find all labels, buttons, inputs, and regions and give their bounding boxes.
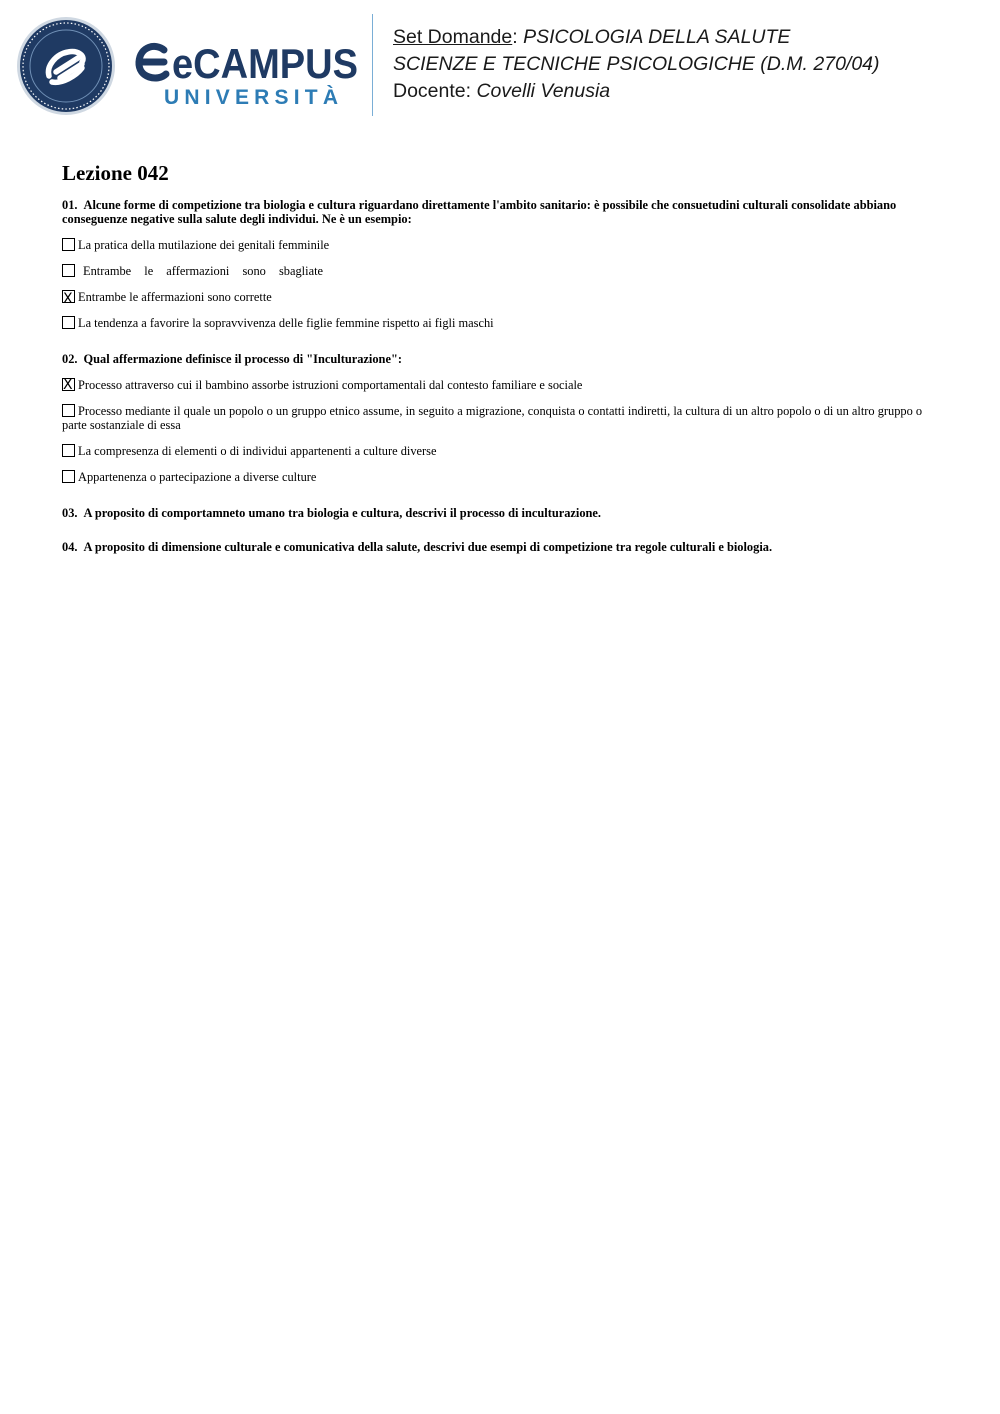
question-number: 02. [62,352,78,366]
question-01 [62,198,938,226]
option-text: Entrambe le affermazioni sono sbagliate [83,264,324,278]
checkbox[interactable] [62,404,75,417]
option-q02-c[interactable] [62,444,938,458]
option-q01-d[interactable] [62,316,938,330]
option-text: La compresenza di elementi o di individui appartenenti a culture diverse [78,444,437,458]
header-divider [372,14,373,116]
x-mark-icon: X [63,291,73,307]
checkbox[interactable] [62,238,75,251]
ecampus-wordmark [134,40,359,84]
spacer [62,496,938,506]
option-text: Appartenenza o partecipazione a diverse culture [78,470,317,484]
lesson-content [62,160,938,566]
teacher-label: Docente: [393,80,477,102]
option-text: Processo mediante il quale un popolo o un gruppo etnico assume, in seguito a migrazione, conquista o contatti indiretti, la cultura di un altro popolo o di un altro gruppo o parte sostanziale di essa [62,404,923,432]
spacer [62,342,938,352]
checkbox-checked[interactable] [62,378,75,391]
question-text: Alcune forme di competizione tra biologia e cultura riguardano direttamente l'ambito sanitario: è possibile che consuetudini culturali consolidate abbiano conseguenze negative sulla salute degli individui. Ne è un esempio: [62,198,897,226]
checkbox-checked[interactable] [62,290,75,307]
question-number: 01. [62,198,78,212]
set-separator: : [512,26,524,48]
course-name: PSICOLOGIA DELLA SALUTE [523,26,791,48]
question-02 [62,352,938,366]
checkbox[interactable] [62,444,75,457]
checkbox[interactable] [62,316,75,329]
option-text: Entrambe le affermazioni sono corrette [78,290,272,304]
option-q01-b[interactable] [62,264,938,278]
ecampus-seal-logo [16,16,116,116]
degree-name: SCIENZE E TECNICHE PSICOLOGICHE (D.M. 270/04) [393,53,880,75]
brand-subtitle: UNIVERSITÀ [164,86,344,109]
brand-name: eCAMPUS [172,40,358,84]
set-label: Set Domande [393,26,513,48]
question-04 [62,540,938,554]
option-text: La tendenza a favorire la sopravvivenza delle figlie femmine rispetto ai figli maschi [78,316,494,330]
checkbox[interactable] [62,470,75,483]
option-q02-a[interactable] [62,378,938,392]
question-text: A proposito di dimensione culturale e comunicativa della salute, descrivi due esempi di competizione tra regole culturali e biologia. [83,540,773,554]
document-header [0,0,1000,130]
spacer [62,532,938,540]
option-q01-c[interactable] [62,290,938,307]
teacher-name: Covelli Venusia [476,80,611,102]
header-info [393,24,880,105]
x-mark-icon: X [63,377,73,393]
option-q02-b[interactable] [62,404,938,432]
option-q01-a[interactable] [62,238,938,252]
option-q02-d[interactable] [62,470,938,484]
checkbox[interactable] [62,264,75,277]
question-03 [62,506,938,520]
question-text: Qual affermazione definisce il processo di "Inculturazione": [83,352,402,366]
option-text: Processo attraverso cui il bambino assorbe istruzioni comportamentali dal contesto familiare e sociale [78,378,583,392]
set-line [393,24,880,51]
question-number: 03. [62,506,78,520]
question-number: 04. [62,540,78,554]
option-text: La pratica della mutilazione dei genitali femminile [78,238,330,252]
question-text: A proposito di comportamneto umano tra biologia e cultura, descrivi il processo di inculturazione. [83,506,602,520]
teacher-line [393,78,880,105]
lesson-title: Lezione 042 [62,161,169,185]
